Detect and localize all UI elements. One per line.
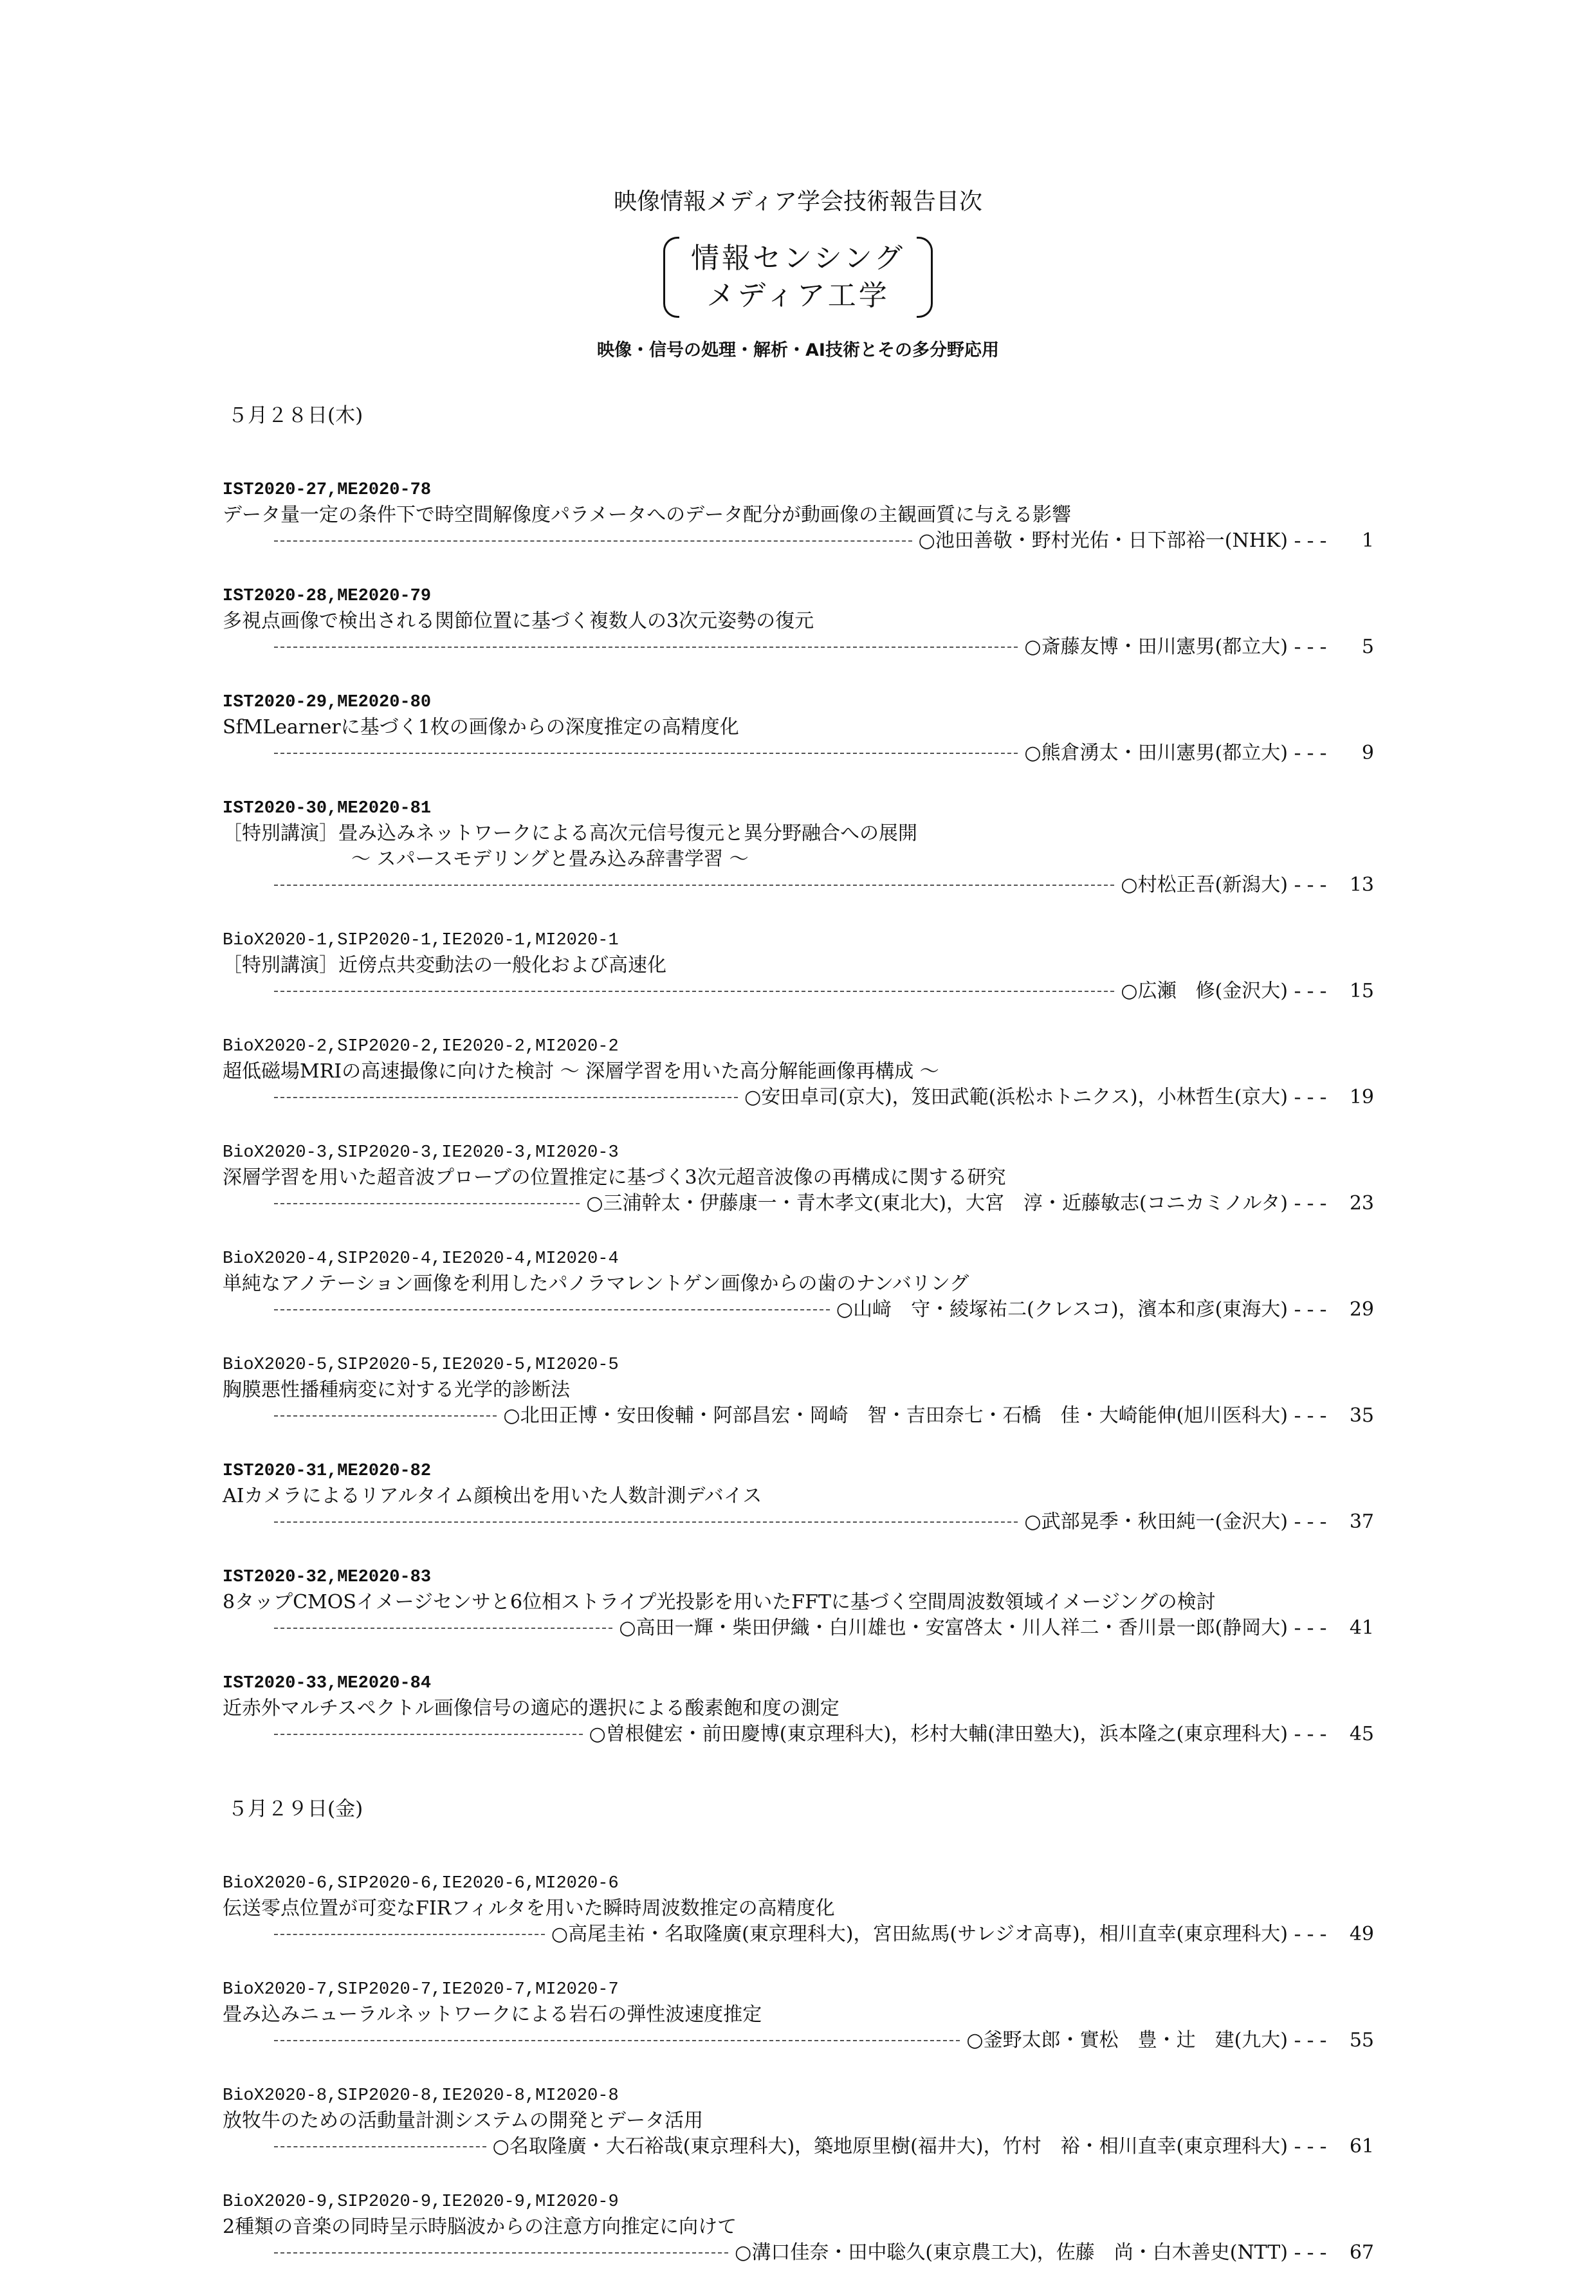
paper-title: 2種類の音楽の同時呈示時脳波からの注意方向推定に向けて — [223, 2216, 737, 2238]
page-number: 29 — [1349, 1298, 1374, 1321]
paper-authors: ○斎藤友博・田川憲男(都立大) — [1024, 636, 1288, 658]
paper-authors: ○曽根健宏・前田慶博(東京理科大)，杉村大輔(津田塾大)，浜本隆之(東京理科大) — [589, 1723, 1288, 1745]
dot-leader — [274, 1934, 545, 1935]
dot-leader — [274, 1309, 830, 1310]
author-line — [223, 634, 1374, 661]
toc-entry — [223, 928, 1374, 1006]
paper-code: BioX2020-3,SIP2020-3,IE2020-3,MI2020-3 — [223, 1143, 619, 1162]
paper-code: IST2020-29,ME2020-80 — [223, 693, 432, 712]
paper-authors: ○高尾圭祐・名取隆廣(東京理科大)，宮田紘馬(サレジオ高専)，相川直幸(東京理科大) — [551, 1923, 1288, 1945]
dot-leader — [274, 1521, 1018, 1523]
toc-entry — [223, 584, 1374, 661]
paper-authors: ○安田卓司(京大)，笈田武範(浜松ホトニクス)，小林哲生(京大) — [744, 1086, 1288, 1108]
author-line — [223, 740, 1374, 767]
page-number: 67 — [1349, 2241, 1374, 2264]
toc-entry — [223, 1978, 1374, 2055]
toc-entry — [223, 1353, 1374, 1430]
paper-code: IST2020-30,ME2020-81 — [223, 799, 432, 818]
paper-code: IST2020-32,ME2020-83 — [223, 1568, 432, 1587]
paper-code: BioX2020-9,SIP2020-9,IE2020-9,MI2020-9 — [223, 2192, 619, 2212]
author-line — [223, 2134, 1374, 2161]
page-number: 15 — [1349, 980, 1374, 1002]
author-line — [223, 1191, 1374, 1218]
paper-title: 多視点画像で検出される関節位置に基づく複数人の3次元姿勢の復元 — [223, 610, 814, 632]
trailing-leader: --- — [1291, 1088, 1330, 1110]
author-line — [223, 872, 1374, 899]
paper-authors: ○村松正吾(新潟大) — [1121, 874, 1288, 896]
trailing-leader: --- — [1291, 1406, 1330, 1428]
paper-authors: ○広瀬 修(金沢大) — [1121, 980, 1288, 1002]
paper-title: 放牧牛のための活動量計測システムの開発とデータ活用 — [223, 2109, 703, 2132]
page-number: 41 — [1349, 1617, 1374, 1639]
toc-entry — [223, 1871, 1374, 1949]
paper-code: BioX2020-4,SIP2020-4,IE2020-4,MI2020-4 — [223, 1249, 619, 1269]
dot-leader — [274, 2040, 960, 2041]
subject-line-2: メディア工学 — [706, 279, 890, 312]
page-number: 61 — [1349, 2135, 1374, 2158]
paper-title: データ量一定の条件下で時空間解像度パラメータへのデータ配分が動画像の主観画質に与える影響 — [223, 504, 1072, 526]
paper-code: IST2020-27,ME2020-78 — [223, 481, 432, 500]
paper-authors: ○北田正博・安田俊輔・阿部昌宏・岡崎 智・吉田奈七・石橋 佳・大崎能伸(旭川医科大) — [503, 1404, 1288, 1427]
trailing-leader: --- — [1291, 1725, 1330, 1747]
paper-title: 超低磁場MRIの高速撮像に向けた検討 ～ 深層学習を用いた高分解能画像再構成 ～ — [223, 1060, 939, 1083]
paper-authors: ○三浦幹太・伊藤康一・青木孝文(東北大)，大宮 淳・近藤敏志(コニカミノルタ) — [586, 1192, 1288, 1215]
page-number: 1 — [1361, 529, 1374, 552]
toc-entry — [223, 2084, 1374, 2161]
toc-entry — [223, 478, 1374, 555]
trailing-leader: --- — [1291, 2137, 1330, 2159]
paper-title: 伝送零点位置が可変なFIRフィルタを用いた瞬時周波数推定の高精度化 — [223, 1897, 835, 1920]
author-line — [223, 2240, 1374, 2267]
dot-leader — [274, 885, 1114, 886]
paper-code: IST2020-31,ME2020-82 — [223, 1462, 432, 1481]
paper-title: SfMLearnerに基づく1枚の画像からの深度推定の高精度化 — [223, 716, 739, 739]
paper-code: BioX2020-2,SIP2020-2,IE2020-2,MI2020-2 — [223, 1037, 619, 1056]
toc-entry — [223, 1565, 1374, 1642]
author-line — [223, 528, 1374, 555]
paper-authors: ○名取隆廣・大石裕哉(東京理科大)，築地原里樹(福井大)，竹村 裕・相川直幸(東京理科大) — [492, 2135, 1288, 2158]
paper-authors: ○山﨑 守・綾塚祐二(クレスコ)，濱本和彦(東海大) — [836, 1298, 1288, 1321]
paper-title: 深層学習を用いた超音波プローブの位置推定に基づく3次元超音波像の再構成に関する研究 — [223, 1166, 1006, 1189]
author-line — [223, 1922, 1374, 1949]
paper-title: AIカメラによるリアルタイム顔検出を用いた人数計測デバイス — [223, 1485, 762, 1507]
paper-code: IST2020-33,ME2020-84 — [223, 1674, 432, 1693]
session-theme: 映像・信号の処理・解析・AI技術とその多分野応用 — [597, 340, 999, 360]
author-line — [223, 1403, 1374, 1430]
toc-entry — [223, 1671, 1374, 1749]
author-line — [223, 1297, 1374, 1324]
right-bracket — [917, 237, 933, 318]
author-line — [223, 1085, 1374, 1112]
toc-entry — [223, 1247, 1374, 1324]
trailing-leader: --- — [1291, 2031, 1330, 2053]
table-of-contents — [223, 399, 1374, 2296]
toc-entry — [223, 690, 1374, 767]
paper-authors: ○武部晃季・秋田純一(金沢大) — [1024, 1511, 1288, 1533]
page-number: 35 — [1349, 1404, 1374, 1427]
left-bracket — [663, 237, 679, 318]
paper-subtitle: ～ スパースモデリングと畳み込み辞書学習 ～ — [351, 848, 749, 870]
trailing-leader: --- — [1291, 1194, 1330, 1216]
subject-line-1: 情報センシング — [691, 242, 905, 275]
dot-leader — [274, 2252, 728, 2254]
page-number: 55 — [1349, 2029, 1374, 2052]
dot-leader — [274, 1628, 612, 1629]
subject-block — [0, 237, 1596, 318]
paper-title: ［特別講演］畳み込みネットワークによる高次元信号復元と異分野融合への展開 — [223, 822, 917, 845]
trailing-leader: --- — [1291, 1619, 1330, 1640]
page-number: 37 — [1349, 1511, 1374, 1533]
toc-entry — [223, 1141, 1374, 1218]
page-number: 49 — [1349, 1923, 1374, 1945]
trailing-leader: --- — [1291, 744, 1330, 766]
page-number: 23 — [1349, 1192, 1374, 1215]
author-line — [223, 1509, 1374, 1536]
toc-entry — [223, 1034, 1374, 1112]
day-heading: ５月２８日(木) — [228, 404, 363, 427]
dot-leader — [274, 1203, 580, 1204]
paper-code: BioX2020-8,SIP2020-8,IE2020-8,MI2020-8 — [223, 2086, 619, 2106]
page-number: 13 — [1349, 874, 1374, 896]
dot-leader — [274, 1097, 738, 1098]
report-heading: 映像情報メディア学会技術報告目次 — [613, 188, 983, 215]
author-line — [223, 978, 1374, 1006]
paper-code: BioX2020-1,SIP2020-1,IE2020-1,MI2020-1 — [223, 931, 619, 950]
author-line — [223, 1615, 1374, 1642]
paper-authors: ○溝口佳奈・田中聡久(東京農工大)，佐藤 尚・白木善史(NTT) — [735, 2241, 1288, 2264]
trailing-leader: --- — [1291, 638, 1330, 659]
paper-title: 8タップCMOSイメージセンサと6位相ストライプ光投影を用いたFFTに基づく空間周波数領域イメージングの検討 — [223, 1591, 1216, 1613]
paper-code: BioX2020-6,SIP2020-6,IE2020-6,MI2020-6 — [223, 1874, 619, 1893]
trailing-leader: --- — [1291, 876, 1330, 897]
author-line — [223, 2028, 1374, 2055]
trailing-leader: --- — [1291, 531, 1330, 553]
paper-authors: ○高田一輝・柴田伊織・白川雄也・安富啓太・川人祥二・香川景一郎(静岡大) — [619, 1617, 1288, 1639]
page-number: 45 — [1349, 1723, 1374, 1745]
toc-entry — [223, 796, 1374, 899]
toc-entry — [223, 1459, 1374, 1536]
paper-title: 胸膜悪性播種病変に対する光学的診断法 — [223, 1379, 570, 1401]
paper-title: 畳み込みニューラルネットワークによる岩石の弾性波速度推定 — [223, 2003, 762, 2026]
dot-leader — [274, 1415, 497, 1417]
paper-code: BioX2020-5,SIP2020-5,IE2020-5,MI2020-5 — [223, 1355, 619, 1375]
paper-authors: ○池田善敬・野村光佑・日下部裕一(NHK) — [918, 529, 1288, 552]
dot-leader — [274, 991, 1114, 992]
dot-leader — [274, 647, 1018, 648]
day-heading: ５月２９日(金) — [228, 1797, 363, 1821]
trailing-leader: --- — [1291, 1925, 1330, 1947]
trailing-leader: --- — [1291, 982, 1330, 1004]
paper-authors: ○釜野太郎・實松 豊・辻 建(九大) — [966, 2029, 1288, 2052]
paper-authors: ○熊倉湧太・田川憲男(都立大) — [1024, 742, 1288, 764]
dot-leader — [274, 753, 1018, 754]
author-line — [223, 1722, 1374, 1749]
toc-entry — [223, 2190, 1374, 2267]
dot-leader — [274, 2146, 486, 2147]
page-number: 9 — [1361, 742, 1374, 764]
trailing-leader: --- — [1291, 2243, 1330, 2265]
trailing-leader: --- — [1291, 1512, 1330, 1534]
dot-leader — [274, 540, 912, 542]
page-number: 19 — [1349, 1086, 1374, 1108]
page-number: 5 — [1361, 636, 1374, 658]
paper-title: 近赤外マルチスペクトル画像信号の適応的選択による酸素飽和度の測定 — [223, 1697, 839, 1720]
paper-code: IST2020-28,ME2020-79 — [223, 587, 432, 606]
trailing-leader: --- — [1291, 1300, 1330, 1322]
paper-title: ［特別講演］近傍点共変動法の一般化および高速化 — [223, 954, 666, 977]
dot-leader — [274, 1734, 583, 1735]
paper-code: BioX2020-7,SIP2020-7,IE2020-7,MI2020-7 — [223, 1980, 619, 1999]
paper-title: 単純なアノテーション画像を利用したパノラマレントゲン画像からの歯のナンバリング — [223, 1272, 969, 1295]
